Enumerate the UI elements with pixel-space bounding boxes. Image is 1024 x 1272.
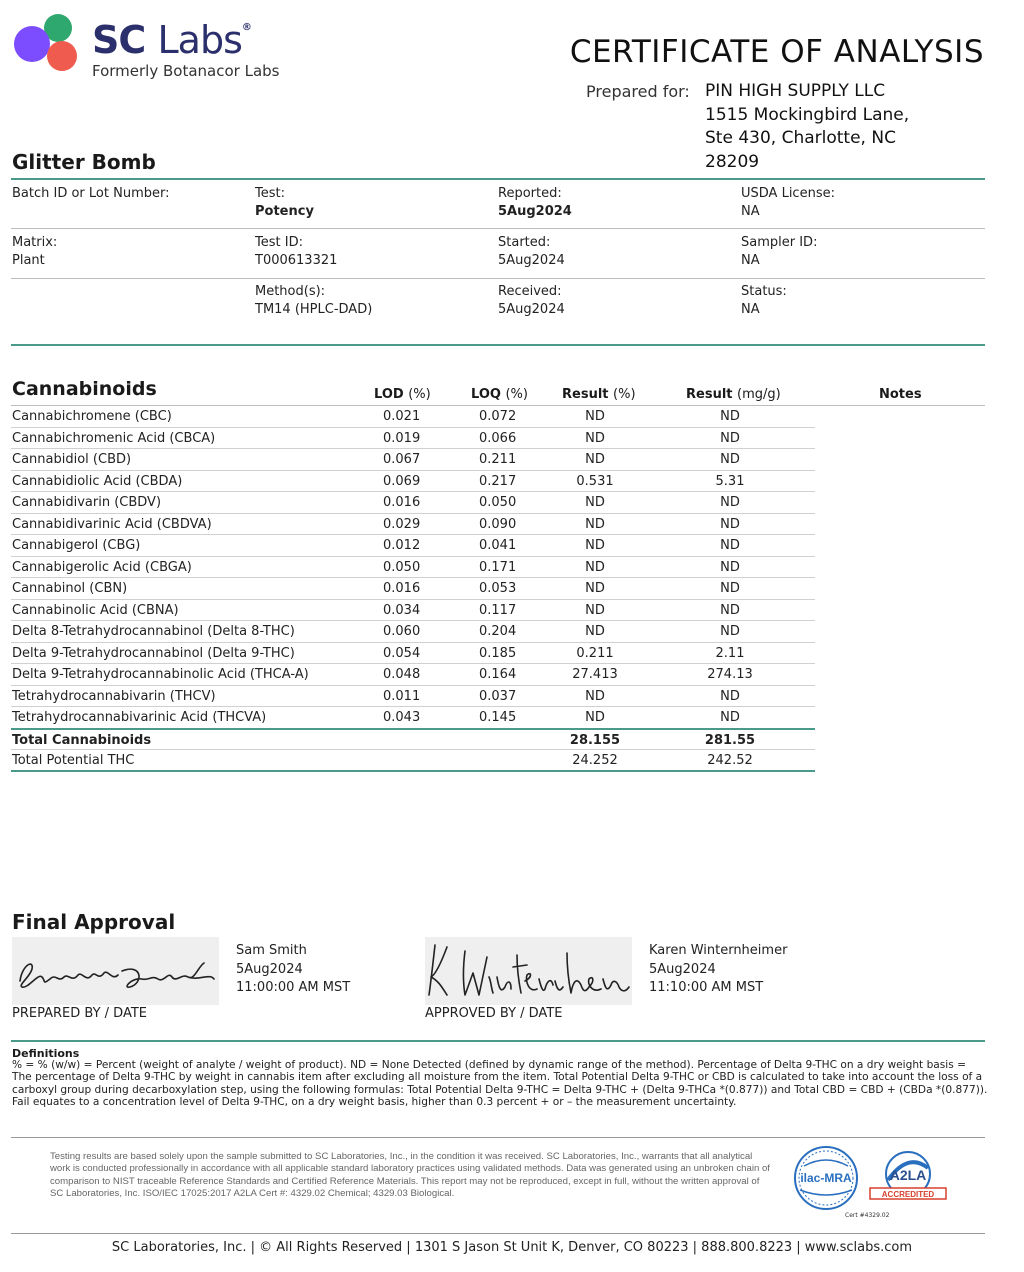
approved-by-date: 5Aug2024 (649, 961, 716, 977)
approved-by-info (649, 942, 787, 998)
potential-thc-label: Total Potential THC (12, 753, 135, 768)
lod-value: 0.050 (383, 559, 421, 575)
table-row-total (11, 728, 815, 750)
result-percent: ND (585, 516, 605, 532)
test-value: Potency (255, 204, 314, 219)
approved-by-time: 11:10:00 AM MST (649, 980, 764, 995)
loq-value: 0.037 (479, 688, 517, 704)
test-label: Test: (255, 186, 285, 201)
column-header-result-mg: Result (mg/g) (686, 387, 781, 402)
result-percent: ND (585, 688, 605, 704)
result-mg: ND (720, 602, 740, 618)
result-percent: ND (585, 710, 605, 725)
result-percent: ND (585, 452, 605, 467)
result-percent: 0.531 (576, 473, 614, 489)
started-label: Started: (498, 235, 551, 250)
potential-thc-result: 24.252 (572, 753, 618, 768)
loq-value: 0.053 (479, 581, 517, 596)
table-row (11, 664, 815, 686)
result-mg: ND (720, 624, 740, 639)
loq-value: 0.171 (479, 559, 517, 575)
loq-value: 0.185 (479, 645, 517, 661)
loq-value: 0.117 (479, 602, 517, 618)
loq-value: 0.145 (479, 710, 517, 725)
result-mg: 2.11 (715, 645, 745, 661)
prepared-by-date: 5Aug2024 (236, 961, 303, 977)
analyte-name: Cannabigerolic Acid (CBGA) (12, 559, 192, 575)
lod-value: 0.016 (383, 581, 421, 596)
table-row (11, 471, 815, 493)
table-row (11, 600, 815, 622)
result-percent: ND (585, 559, 605, 575)
received-label: Received: (498, 284, 562, 299)
result-percent: ND (585, 538, 605, 553)
sc-labs-logo (12, 12, 312, 82)
definitions-text: % = % (w/w) = Percent (weight of analyte / weight of product). ND = None Detected (defined by dynamic range of the method). Percentage of Delta 9-THC on a dry weight basis = The percentage of Delta 9-THC by weight in cannabis item after excluding all moisture from the item. Total Potential Delta 9-THC or CBD is calculated to take into account the loss of a carboxyl group during decarboxylation step, using the following formulas: Total Potential Delta 9-THC = Delta 9-THC + (Delta 9-THCa *(0.877)) and Total CBD = CBD + (CBDa *(0.877)). Fail equates to a concentration level of Delta 9-THC, on a dry weight basis, higher than 0.3 percent + or – the measurement uncertainty. (12, 1059, 988, 1109)
lod-value: 0.021 (383, 409, 421, 424)
total-result: 28.155 (569, 733, 621, 748)
status-label: Status: (741, 284, 787, 299)
lod-value: 0.067 (383, 452, 421, 467)
ilac-mra-logo (790, 1146, 950, 1212)
result-mg: ND (720, 452, 740, 467)
product-name: Glitter Bomb (12, 150, 156, 174)
result-mg: ND (720, 516, 740, 532)
table-row (11, 686, 815, 708)
analyte-name: Cannabinol (CBN) (12, 581, 128, 596)
result-percent: ND (585, 624, 605, 639)
prepared-for-line: 1515 Mockingbird Lane, (705, 104, 910, 125)
test-id-value: T000613321 (255, 253, 338, 268)
prepared-for-line: PIN HIGH SUPPLY LLC (705, 81, 886, 101)
loq-value: 0.050 (479, 495, 517, 510)
prepared-by-caption: PREPARED BY / DATE (12, 1006, 147, 1021)
received-value: 5Aug2024 (498, 302, 565, 317)
matrix-value: Plant (12, 253, 45, 268)
sampler-id-value: NA (741, 253, 760, 268)
definitions-title: Definitions (12, 1047, 80, 1060)
column-header-notes: Notes (879, 387, 922, 402)
divider (11, 1233, 985, 1234)
total-label: Total Cannabinoids (12, 733, 152, 748)
analyte-name: Cannabidivarin (CBDV) (12, 495, 162, 510)
approved-signature-image (425, 937, 632, 1005)
svg-text:ilac-MRA: ilac-MRA (800, 1171, 852, 1185)
loq-value: 0.164 (479, 667, 517, 682)
divider (11, 1137, 985, 1138)
result-mg: ND (720, 688, 740, 704)
analyte-name: Cannabidivarinic Acid (CBDVA) (12, 516, 212, 532)
analyte-name: Cannabidiol (CBD) (12, 452, 132, 467)
cert-number: Cert #4329.02 (845, 1212, 890, 1219)
prepared-signature-image (12, 937, 219, 1005)
column-header-lod: LOD (%) (374, 387, 431, 402)
prepared-for-address (705, 80, 909, 174)
result-mg: ND (720, 538, 740, 553)
analyte-name: Cannabigerol (CBG) (12, 538, 141, 553)
divider (11, 1040, 985, 1042)
footer-text: SC Laboratories, Inc. | © All Rights Reserved | 1301 S Jason St Unit K, Denver, CO 80223 | 888.800.8223 | www.sclabs.com (111, 1240, 913, 1255)
method-label: Method(s): (255, 284, 326, 299)
divider (11, 178, 985, 180)
table-row (11, 428, 815, 450)
prepared-by-time: 11:00:00 AM MST (236, 980, 351, 995)
lod-value: 0.034 (383, 602, 421, 618)
reported-value: 5Aug2024 (498, 204, 572, 219)
loq-value: 0.066 (479, 430, 517, 446)
potential-thc-mg: 242.52 (707, 753, 753, 768)
table-row (11, 514, 815, 536)
lod-value: 0.054 (383, 645, 421, 661)
divider (11, 344, 985, 346)
result-mg: 5.31 (715, 473, 745, 489)
test-id-label: Test ID: (255, 235, 303, 250)
loq-value: 0.090 (479, 516, 517, 532)
document-title: CERTIFICATE OF ANALYSIS (569, 34, 984, 70)
prepared-by-info (236, 942, 350, 998)
table-row-potential-thc (11, 750, 815, 772)
reported-label: Reported: (498, 186, 562, 201)
brand-subtitle: Formerly Botanacor Labs (92, 62, 280, 80)
table-row (11, 643, 815, 665)
cannabinoids-title: Cannabinoids (12, 378, 157, 400)
table-row (11, 406, 815, 428)
result-percent: ND (585, 602, 605, 618)
disclaimer-text: Testing results are based solely upon the sample submitted to SC Laboratories, Inc., in the condition it was received. SC Laboratories, Inc., warrants that all analytical work is conducted professionally in accordance with all applicable standard laboratory practices using validated methods. Data was generated using an unbroken chain of comparison to NIST traceable Reference Standards and Certified Reference Materials. This report may not be reproduced, except in full, without the written approval of SC Laboratories, Inc. ISO/IEC 17025:2017 A2LA Cert #: 4329.02 Chemical; 4329.03 Biological. (50, 1151, 770, 1200)
matrix-label: Matrix: (12, 235, 58, 250)
lod-value: 0.043 (383, 710, 421, 725)
svg-text:A2LA: A2LA (889, 1167, 927, 1183)
result-mg: ND (720, 495, 740, 510)
usda-license-label: USDA License: (741, 186, 835, 201)
prepared-for-label: Prepared for: (586, 82, 690, 101)
result-mg: ND (720, 710, 740, 725)
brand-name: SC Labs® (92, 18, 251, 62)
analyte-name: Tetrahydrocannabivarin (THCV) (12, 688, 216, 704)
divider (11, 278, 985, 279)
column-header-loq: LOQ (%) (471, 387, 528, 402)
svg-text:ACCREDITED: ACCREDITED (881, 1190, 935, 1199)
result-mg: ND (720, 581, 740, 596)
lod-value: 0.019 (383, 430, 421, 446)
result-percent: ND (585, 409, 605, 424)
column-header-result-percent: Result (%) (562, 387, 636, 402)
analyte-name: Cannabichromene (CBC) (12, 409, 172, 424)
table-row (11, 492, 815, 514)
result-mg: 274.13 (707, 667, 753, 682)
analyte-name: Delta 9-Tetrahydrocannabinol (Delta 9-THC) (12, 645, 295, 661)
analyte-name: Cannabidiolic Acid (CBDA) (12, 473, 183, 489)
approved-by-caption: APPROVED BY / DATE (425, 1006, 563, 1021)
table-row (11, 621, 815, 643)
result-mg: ND (720, 559, 740, 575)
lod-value: 0.029 (383, 516, 421, 532)
lod-value: 0.016 (383, 495, 421, 510)
table-row (11, 449, 815, 471)
analyte-name: Delta 8-Tetrahydrocannabinol (Delta 8-THC) (12, 624, 295, 639)
analyte-name: Cannabinolic Acid (CBNA) (12, 602, 179, 618)
status-value: NA (741, 302, 760, 317)
loq-value: 0.204 (479, 624, 517, 639)
loq-value: 0.072 (479, 409, 517, 424)
table-row (11, 578, 815, 600)
final-approval-title: Final Approval (12, 910, 176, 934)
sampler-id-label: Sampler ID: (741, 235, 818, 250)
result-percent: ND (585, 581, 605, 596)
analyte-name: Cannabichromenic Acid (CBCA) (12, 430, 216, 446)
result-percent: ND (585, 495, 605, 510)
loq-value: 0.041 (479, 538, 517, 553)
prepared-for-line: 28209 (705, 151, 760, 172)
analyte-name: Delta 9-Tetrahydrocannabinolic Acid (THCA-A) (12, 667, 309, 682)
result-mg: ND (720, 409, 740, 424)
method-value: TM14 (HPLC-DAD) (255, 302, 373, 317)
loq-value: 0.211 (479, 452, 517, 467)
divider (11, 228, 985, 229)
table-row (11, 535, 815, 557)
analyte-name: Tetrahydrocannabivarinic Acid (THCVA) (12, 710, 267, 725)
sc-labs-logo-mark (12, 12, 84, 76)
result-percent: 0.211 (576, 645, 614, 661)
lod-value: 0.048 (383, 667, 421, 682)
result-percent: 27.413 (572, 667, 618, 682)
lod-value: 0.012 (383, 538, 421, 553)
lod-value: 0.060 (383, 624, 421, 639)
result-mg: ND (720, 430, 740, 446)
loq-value: 0.217 (479, 473, 517, 489)
started-value: 5Aug2024 (498, 253, 565, 268)
prepared-for-line: Ste 430, Charlotte, NC (705, 128, 896, 148)
lod-value: 0.069 (383, 473, 421, 489)
table-row (11, 707, 815, 729)
total-mg: 281.55 (704, 733, 756, 748)
prepared-by-name: Sam Smith (236, 943, 307, 958)
table-row (11, 557, 815, 579)
batch-label: Batch ID or Lot Number: (12, 186, 170, 201)
usda-license-value: NA (741, 204, 760, 219)
lod-value: 0.011 (383, 688, 421, 704)
approved-by-name: Karen Winternheimer (649, 943, 788, 958)
result-percent: ND (585, 430, 605, 446)
